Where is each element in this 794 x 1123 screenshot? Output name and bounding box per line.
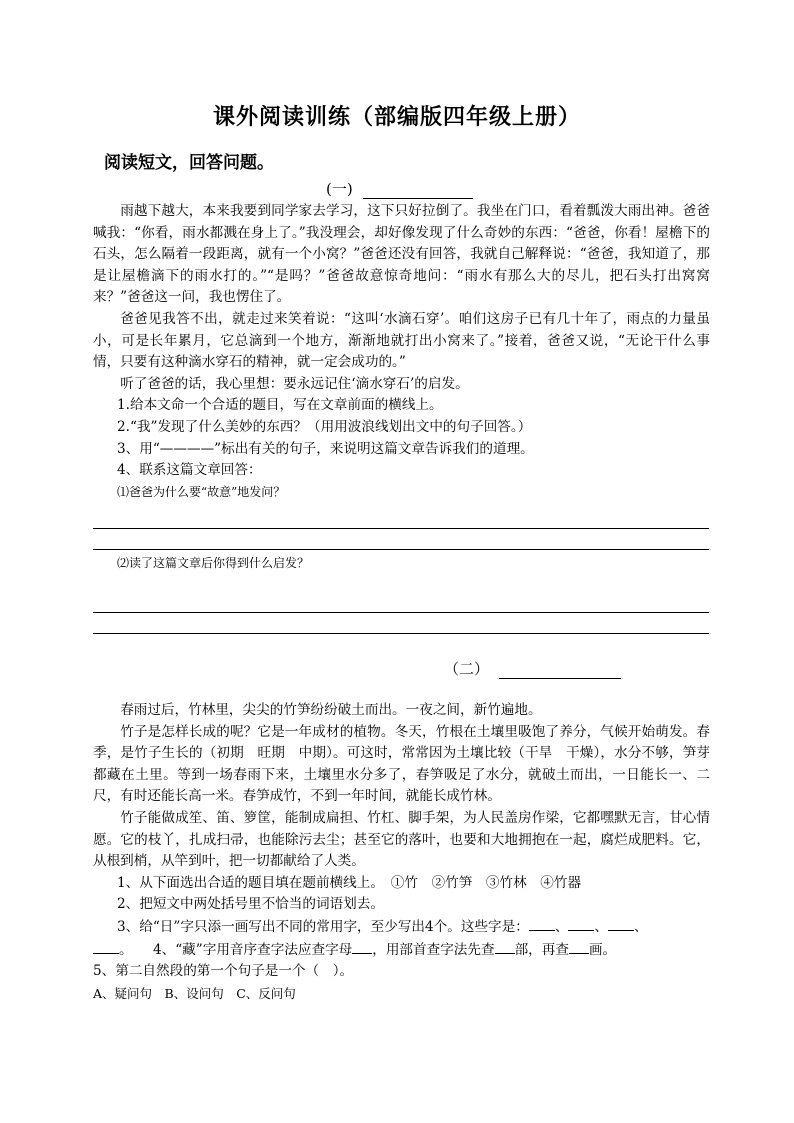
section1-passage [93, 201, 710, 503]
question-4: 4、联系这篇文章回答： [117, 462, 262, 479]
sub-question-2: ⑵读了这篇文章后你得到什么启发？ [117, 556, 310, 570]
question-4-text-a: 4、“藏”字用音序查字法应查字母 [152, 941, 353, 958]
answer-blank[interactable] [352, 939, 372, 954]
passage-paragraph: 竹子能做成笙、笛、箩筐，能制成扁担、竹杠、脚手架，为人民盖房作梁，它都嘿默无言，甘心情愿。它的枝丫，扎成扫帚，也能除污去尘；甚至它的落叶，也要和大地拥抱在一起，腐烂成肥料。它，从根到梢，从竿到叶，把一切都献给了人类。 [93, 809, 710, 870]
passage-paragraph: 听了爸爸的话，我心里想：要永远记住‘滴水穿石’的启发。 [120, 375, 469, 392]
answer-line[interactable] [93, 528, 709, 529]
question-3: 3、用“————”标出有关的句子，来说明这篇文章告诉我们的道理。 [117, 440, 534, 457]
question-5-options: A、疑问句 B、设问句 C、反问句 [93, 985, 296, 1001]
answer-line[interactable] [93, 633, 709, 634]
question-4-text-d: 画。 [588, 941, 617, 958]
answer-blank[interactable] [608, 916, 634, 931]
section2-questions [93, 873, 710, 939]
title-answer-blank-2[interactable] [499, 662, 621, 679]
answer-blank[interactable] [569, 939, 589, 954]
passage-paragraph: 竹子是怎样长成的呢？它是一年成材的植物。冬天，竹根在土壤里吸饱了养分，气候开始萌发。春季，是竹子生长的（初期 旺期 中期）。可这时，常常因为土壤比较（干旱 干燥），水分不够，笋芽都藏在土里。等到一场春雨下来，土壤里水分多了，春笋吸足了水分，就破土而出，一日能长一、二尺，有时还能长高一米。春笋成竹，不到一年时间，就能长成竹林。 [93, 723, 710, 805]
sub-question-1: ⑴爸爸为什么要“故意”地发问？ [117, 484, 286, 499]
question-3-4-line: 。 4、“藏”字用音序查字法应查字母 ，用部首查字法先查 部，再查 画。 [93, 939, 710, 962]
passage-paragraph: 春雨过后，竹林里，尖尖的竹笋纷纷破土而出。一夜之间，新竹遍地。 [120, 702, 542, 718]
question-3-text: 3、给“日”字只添一画写出不同的常用字，至少写出4个。这些字是： [117, 918, 529, 935]
section1-heading [326, 178, 473, 199]
passage-paragraph: 爸爸见我答不出，就走过来笑着说：“这叫‘水滴石穿’。咱们这房子已有几十年了，雨点的力量虽小，可是长年累月，它总滴到一个地方，渐渐地就打出小窝来了。”接着，爸爸又说，“无论干什么事情，只要有这种滴水穿石的精神，就一定会成功的。” [93, 310, 710, 371]
section1-questions [93, 395, 710, 503]
question-5: 5、第二自然段的第一个句子是一个（ ）。 [93, 963, 354, 980]
question-4-text-b: ，用部首查字法先查 [372, 941, 495, 958]
answer-blank[interactable] [568, 916, 594, 931]
page-title: 课外阅读训练（部编版四年级上册） [212, 104, 581, 130]
section2-heading [444, 658, 621, 679]
passage-paragraph: 雨越下越大，本来我要到同学家去学习，这下只好拉倒了。我坐在门口，看着瓢泼大雨出神。爸爸喊我：“你看，雨水都溅在身上了。”我没理会，却好像发现了什么奇妙的东西：“爸爸，你看！屋檐下的石头，怎么隔着一段距离，就有一个小窝？”爸爸还没有回答，我就自己解释说：“爸爸，我知道了，那是让屋檐滴下的雨水打的。”“是吗？”爸爸故意惊奇地问：“雨水有那么大的尽儿，把石头打出窝窝来？”爸爸这一问，我也愣住了。 [93, 203, 710, 306]
answer-line[interactable] [93, 549, 709, 550]
question-3: 3、给“日”字只添一画写出不同的常用字，至少写出4个。这些字是： 、 、 、 [117, 916, 710, 939]
answer-blank[interactable] [529, 916, 555, 931]
question-2: 2、把短文中两处括号里不恰当的词语划去。 [117, 896, 384, 913]
section2-heading-label: （二） [444, 660, 490, 678]
question-1: 1.给本文命一个合适的题目，写在文章前面的横线上。 [117, 397, 443, 414]
title-answer-blank-1[interactable] [363, 182, 473, 199]
instruction: 阅读短文，回答问题。 [104, 153, 274, 173]
sub-question-2-block [93, 553, 710, 574]
question-1: 1、从下面选出合适的题目填在题前横线上。 ①竹 ②竹笋 ③竹林 ④竹器 [117, 874, 582, 891]
answer-line[interactable] [93, 612, 709, 613]
answer-blank[interactable] [93, 939, 119, 954]
question-4-text-c: 部，再查 [514, 941, 569, 958]
section2-passage [93, 700, 710, 1004]
question-2: 2.“我”发现了什么美妙的东西？（用用波浪线划出文中的句子回答。） [117, 418, 532, 435]
section1-heading-label: (一) [326, 180, 353, 198]
answer-blank[interactable] [495, 939, 515, 954]
